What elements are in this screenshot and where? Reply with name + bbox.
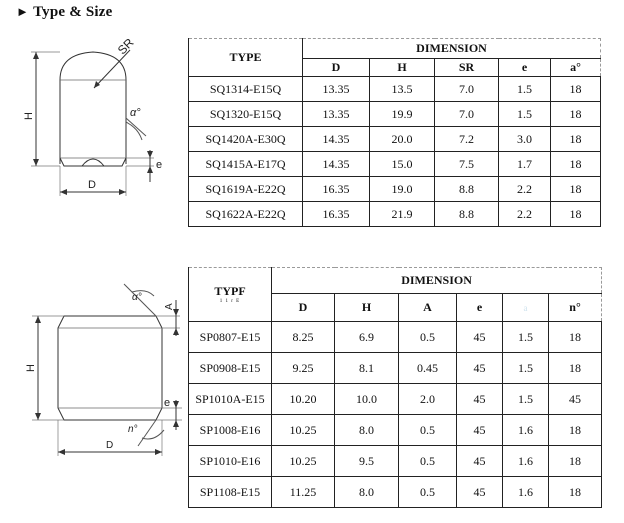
value-cell: 20.0 [370, 127, 435, 152]
value-cell: 45 [457, 353, 503, 384]
value-cell: 45 [457, 477, 503, 508]
value-cell: 14.35 [303, 127, 370, 152]
label-d: D [106, 440, 114, 451]
value-cell: 1.5 [499, 77, 551, 102]
value-cell: 0.5 [399, 415, 457, 446]
value-cell: 18 [549, 477, 602, 508]
value-cell: 45 [457, 415, 503, 446]
section-title: Type & Size [33, 4, 113, 20]
value-cell: 1.6 [503, 446, 549, 477]
value-cell: 1.7 [499, 152, 551, 177]
column-header-angle: a° [551, 59, 601, 77]
value-cell: 19.0 [370, 177, 435, 202]
value-cell: 1.5 [503, 322, 549, 353]
value-cell: 10.20 [272, 384, 335, 415]
value-cell: 8.0 [335, 477, 399, 508]
value-cell: 45 [549, 384, 602, 415]
value-cell: 0.5 [399, 477, 457, 508]
value-cell: 13.35 [303, 77, 370, 102]
value-cell: 0.5 [399, 322, 457, 353]
label-sr: SR [114, 35, 137, 58]
value-cell: 14.35 [303, 152, 370, 177]
column-header-d: D [303, 59, 370, 77]
label-alpha: α° [132, 292, 142, 303]
value-cell: 1.5 [503, 384, 549, 415]
column-header-d: D [272, 294, 335, 322]
table-row [189, 353, 602, 384]
value-cell: 16.35 [303, 202, 370, 227]
table-row [189, 127, 601, 152]
dimension-group-header: DIMENSION [303, 39, 601, 59]
value-cell: 45 [457, 322, 503, 353]
value-cell: 3.0 [499, 127, 551, 152]
value-cell: 8.8 [435, 202, 499, 227]
type-cell: SP1008-E16 [189, 415, 272, 446]
flat-insert-drawing [14, 270, 186, 470]
type-cell: SP0807-E15 [189, 322, 272, 353]
label-e: e [156, 159, 163, 171]
spherical-insert-drawing [14, 32, 184, 212]
type-column-header [189, 268, 272, 322]
value-cell: 9.25 [272, 353, 335, 384]
value-cell: 18 [551, 177, 601, 202]
column-header-sr: SR [435, 59, 499, 77]
table-row [189, 477, 602, 508]
label-alpha: α° [130, 107, 141, 119]
value-cell: 13.35 [303, 102, 370, 127]
type-cell: SP1010-E16 [189, 446, 272, 477]
triangle-bullet-icon: ► [16, 4, 30, 19]
label-h: H [23, 112, 35, 120]
value-cell: 7.5 [435, 152, 499, 177]
type-cell: SQ1314-E15Q [189, 77, 303, 102]
value-cell: 2.2 [499, 202, 551, 227]
type-cell: SQ1320-E15Q [189, 102, 303, 127]
value-cell: 1.6 [503, 415, 549, 446]
value-cell: 7.0 [435, 102, 499, 127]
type-column-header: TYPE [189, 39, 303, 77]
column-header-e: e [499, 59, 551, 77]
value-cell: 8.0 [335, 415, 399, 446]
value-cell: 18 [551, 102, 601, 127]
value-cell: 10.0 [335, 384, 399, 415]
value-cell: 18 [549, 353, 602, 384]
value-cell: 1.5 [503, 353, 549, 384]
value-cell: 10.25 [272, 415, 335, 446]
value-cell: 11.25 [272, 477, 335, 508]
value-cell: 18 [551, 202, 601, 227]
insert-outline [58, 316, 162, 420]
value-cell: 18 [551, 152, 601, 177]
type-cell: SQ1622A-E22Q [189, 202, 303, 227]
value-cell: 0.5 [399, 446, 457, 477]
table-row [189, 415, 602, 446]
value-cell: 10.25 [272, 446, 335, 477]
dimension-group-header: DIMENSION [272, 268, 602, 294]
value-cell: 18 [549, 415, 602, 446]
value-cell: 16.35 [303, 177, 370, 202]
value-cell: 15.0 [370, 152, 435, 177]
type-cell: SQ1415A-E17Q [189, 152, 303, 177]
type-cell: SQ1420A-E30Q [189, 127, 303, 152]
label-h: H [25, 364, 37, 372]
value-cell: 18 [549, 322, 602, 353]
table-row [189, 384, 602, 415]
value-cell: 0.45 [399, 353, 457, 384]
type-cell: SQ1619A-E22Q [189, 177, 303, 202]
value-cell: 6.9 [335, 322, 399, 353]
value-cell: 18 [551, 127, 601, 152]
value-cell: 18 [551, 77, 601, 102]
value-cell: 2.0 [399, 384, 457, 415]
table-row [189, 322, 602, 353]
label-n: n° [128, 424, 138, 435]
value-cell: 8.1 [335, 353, 399, 384]
column-header-a: A [399, 294, 457, 322]
value-cell: 2.2 [499, 177, 551, 202]
table-row [189, 102, 601, 127]
value-cell: 7.0 [435, 77, 499, 102]
value-cell: 45 [457, 384, 503, 415]
value-cell: 8.25 [272, 322, 335, 353]
value-cell: 8.8 [435, 177, 499, 202]
value-cell: 7.2 [435, 127, 499, 152]
label-e: e [164, 397, 171, 409]
value-cell: 1.6 [503, 477, 549, 508]
label-a: A [164, 303, 175, 310]
value-cell: 13.5 [370, 77, 435, 102]
value-cell: 1.5 [499, 102, 551, 127]
table-row [189, 177, 601, 202]
column-header-e: e [457, 294, 503, 322]
table-row [189, 77, 601, 102]
column-header-faint: a [503, 294, 549, 322]
column-header-n: n° [549, 294, 602, 322]
value-cell: 18 [549, 446, 602, 477]
column-header-h: H [335, 294, 399, 322]
sq-dimension-table [188, 38, 601, 227]
table-row [189, 152, 601, 177]
label-d: D [88, 179, 96, 191]
value-cell: 19.9 [370, 102, 435, 127]
type-header-subtext: 1 1 r E [219, 299, 241, 304]
type-cell: SP1108-E15 [189, 477, 272, 508]
insert-outline [60, 52, 126, 164]
section-heading [16, 4, 113, 21]
sp-dimension-table [188, 267, 602, 508]
table-row [189, 446, 602, 477]
value-cell: 45 [457, 446, 503, 477]
type-cell: SP1010A-E15 [189, 384, 272, 415]
type-cell: SP0908-E15 [189, 353, 272, 384]
table-row [189, 202, 601, 227]
value-cell: 21.9 [370, 202, 435, 227]
value-cell: 9.5 [335, 446, 399, 477]
column-header-h: H [370, 59, 435, 77]
type-header-label: TYPF [214, 284, 246, 298]
